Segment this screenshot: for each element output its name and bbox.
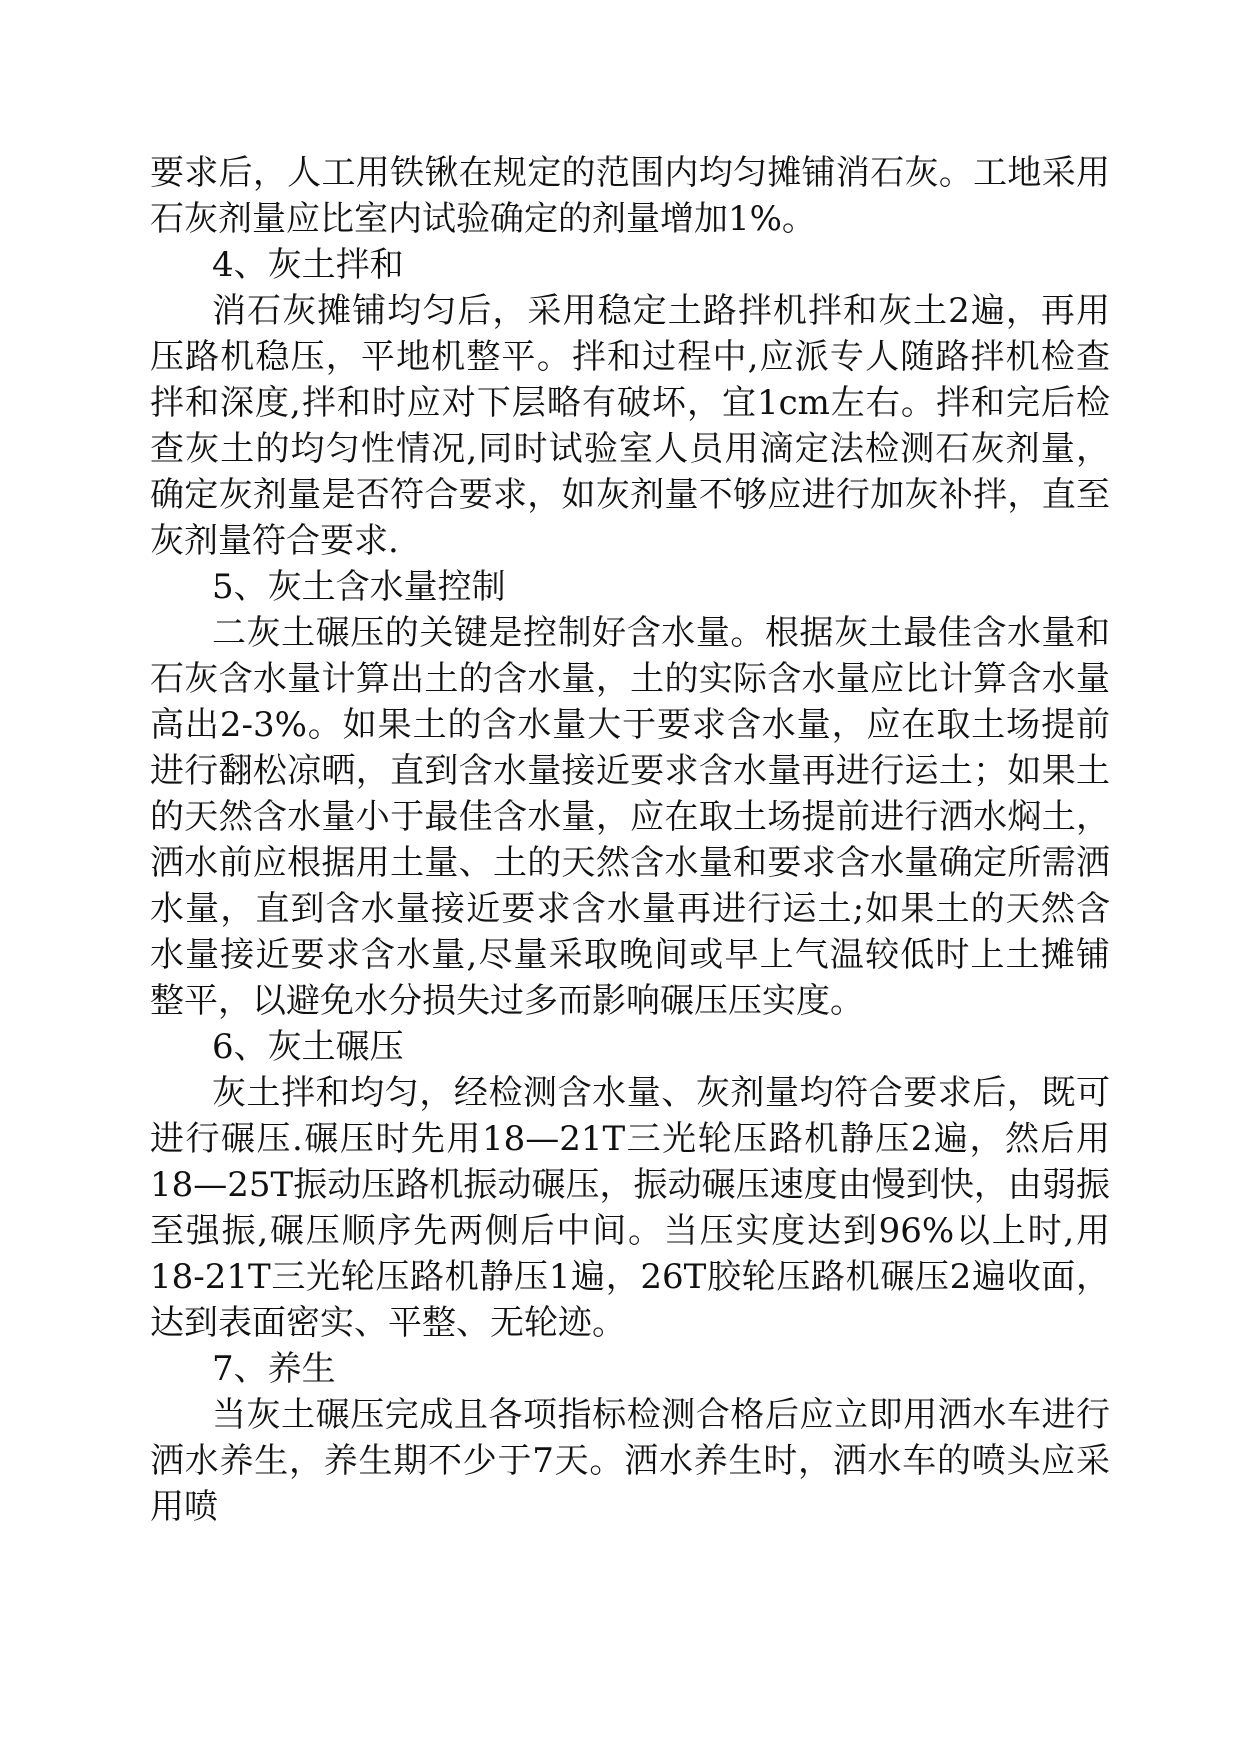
section-heading-6: 6、灰土碾压: [212, 1027, 404, 1067]
paragraph-moisture-control: 二灰土碾压的关键是控制好含水量。根据灰土最佳含水量和石灰含水量计算出土的含水量，土的实际含水量应比计算含水量高出2-3%。如果土的含水量大于要求含水量，应在取土场提前进行翻松凉晒，直到含水量接近要求含水量再进行运土；如果土的天然含水量小于最佳含水量，应在取土场提前进行洒水焖土，洒水前应根据用土量、土的天然含水量和要求含水量确定所需洒水量，直到含水量接近要求含水量再进行运土;如果土的天然含水量接近要求含水量,尽量采取晚间或早上气温较低时上土摊铺整平，以避免水分损失过多而影响碾压压实度。: [150, 613, 1110, 1021]
paragraph-lime-spreading: 要求后，人工用铁锹在规定的范围内均匀摊铺消石灰。工地采用石灰剂量应比室内试验确定的剂量增加1%。: [150, 153, 1110, 239]
paragraph-curing: 当灰土碾压完成且各项指标检测合格后应立即用洒水车进行洒水养生，养生期不少于7天。洒水养生时，洒水车的喷头应采用喷: [150, 1395, 1110, 1527]
paragraph-compaction: 灰土拌和均匀，经检测含水量、灰剂量均符合要求后，既可进行碾压.碾压时先用18—21T三光轮压路机静压2遍，然后用18—25T振动压路机振动碾压，振动碾压速度由慢到快，由弱振至强振,碾压顺序先两侧后中间。当压实度达到96%以上时,用18-21T三光轮压路机静压1遍，26T胶轮压路机碾压2遍收面，达到表面密实、平整、无轮迹。: [150, 1073, 1110, 1343]
section-heading-5: 5、灰土含水量控制: [212, 567, 506, 607]
section-heading-4: 4、灰土拌和: [212, 245, 404, 285]
document-body: [150, 150, 1110, 1530]
paragraph-mixing: 消石灰摊铺均匀后，采用稳定土路拌机拌和灰土2遍，再用压路机稳压，平地机整平。拌和过程中,应派专人随路拌机检查拌和深度,拌和时应对下层略有破坏，宜1cm左右。拌和完后检查灰土的均匀性情况,同时试验室人员用滴定法检测石灰剂量，确定灰剂量是否符合要求，如灰剂量不够应进行加灰补拌，直至灰剂量符合要求.: [150, 291, 1110, 561]
section-heading-7: 7、养生: [212, 1349, 336, 1389]
